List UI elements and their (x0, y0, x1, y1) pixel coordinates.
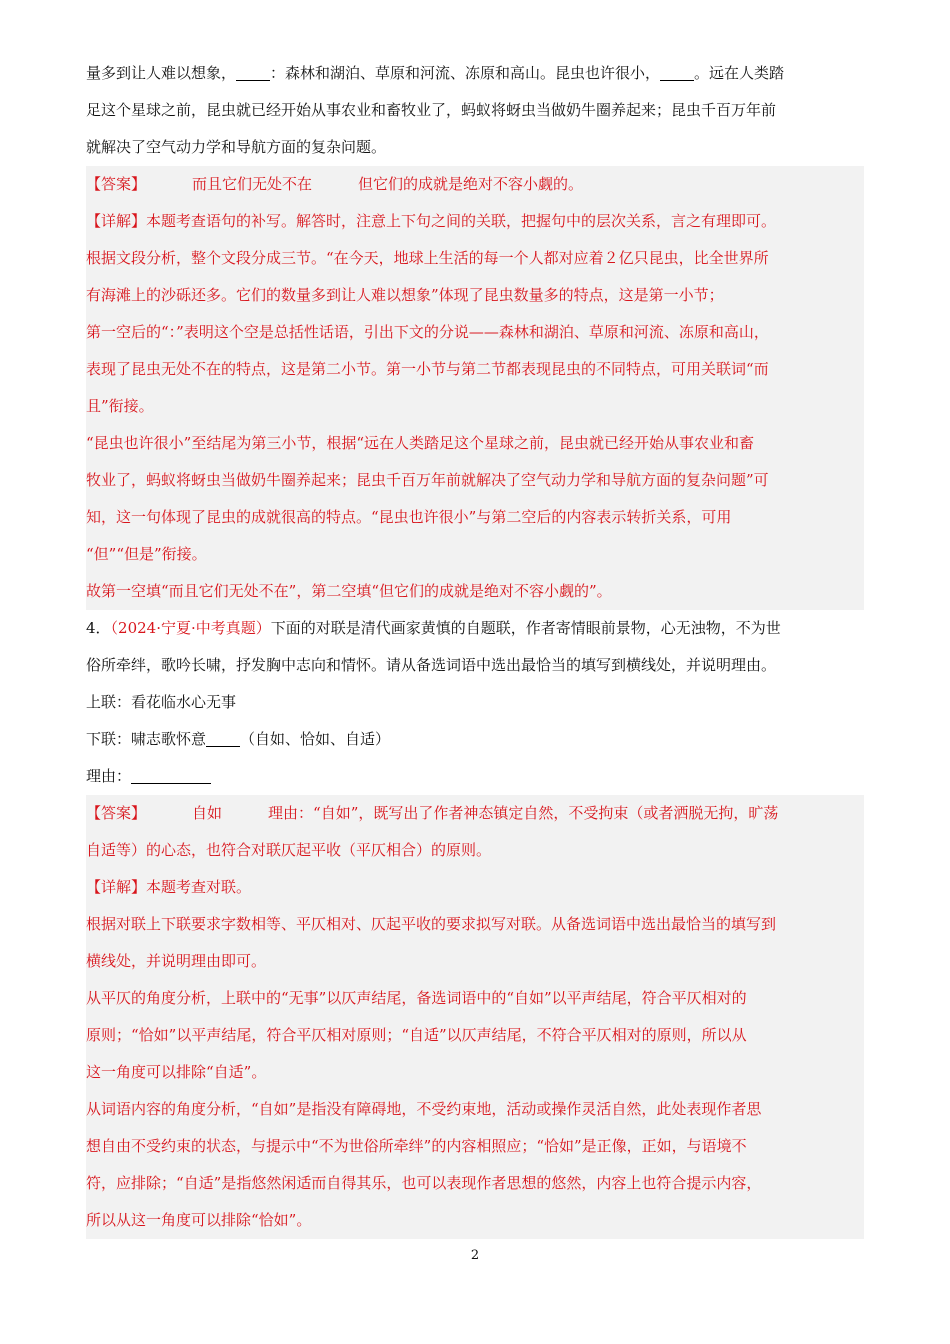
answer-text-1: 自如 (192, 804, 223, 822)
detail-line: 故第一空填“而且它们无处不在”，第二空填“但它们的成就是绝对不容小觑的”。 (86, 582, 612, 600)
detail-line: 牧业了，蚂蚁将蚜虫当做奶牛圈养起来；昆虫千百万年前就解决了空气动力学和导航方面的复杂问题”可 (86, 471, 769, 489)
question-4-line: 4．（2024·宁夏·中考真题）下面的对联是清代画家黄慎的自题联，作者寄情眼前景物，心无浊物，不为世 (86, 619, 781, 637)
detail-line: 从词语内容的角度分析，“自如”是指没有障碍地，不受约束地，活动或操作灵活自然，此处表现作者思 (86, 1100, 762, 1118)
fill-blank-couplet (206, 729, 240, 747)
answer-block-4 (86, 795, 864, 1239)
detail-line: 符，应排除；“自适”是指悠然闲适而自得其乐，也可以表现作者思想的悠然，内容上也符合提示内容， (86, 1174, 762, 1192)
detail-line: 根据对联上下联要求字数相等、平仄相对、仄起平收的要求拟写对联。从备选词语中选出最恰当的填写到 (86, 915, 777, 933)
detail-line: “但”“但是”衔接。 (86, 545, 207, 563)
passage-text: ：森林和湖泊、草原和河流、冻原和高山。昆虫也许很小， (270, 64, 661, 82)
couplet-lower: 下联：啸志歌怀意 （自如、恰如、自适） (86, 730, 391, 748)
detail-line: 有海滩上的沙砾还多。它们的数量多到让人难以想象”体现了昆虫数量多的特点，这是第一小节； (86, 286, 724, 304)
passage-line: 足这个星球之前，昆虫就已经开始从事农业和畜牧业了，蚂蚁将蚜虫当做奶牛圈养起来；昆虫千百万年前 (86, 101, 777, 119)
answer-text-2: 理由：“自如”，既写出了作者神态镇定自然，不受拘束（或者洒脱无拘，旷荡 (268, 804, 779, 822)
detail-line: 从平仄的角度分析，上联中的“无事”以仄声结尾，备选词语中的“自如”以平声结尾，符合平仄相对的 (86, 989, 747, 1007)
answer-line: 自适等）的心态，也符合对联仄起平收（平仄相合）的原则。 (86, 841, 492, 859)
answer-line (86, 166, 864, 203)
question-source: （2024·宁夏·中考真题） (110, 619, 271, 637)
detail-line: 知，这一句体现了昆虫的成就很高的特点。“昆虫也许很小”与第二空后的内容表示转折关系，可用 (86, 508, 732, 526)
detail-label: 【详解】 (86, 212, 147, 230)
fill-blank-2 (660, 63, 694, 81)
detail-line: 这一角度可以排除“自适”。 (86, 1063, 267, 1081)
detail-line: 横线处，并说明理由即可。 (86, 952, 267, 970)
detail-line: 【详解】本题考查语句的补写。解答时，注意上下句之间的关联，把握句中的层次关系，言之有理即可。 (86, 212, 777, 230)
detail-line: “昆虫也许很小”至结尾为第三小节，根据“远在人类踏足这个星球之前，昆虫就已经开始从事农业和畜 (86, 434, 755, 452)
passage-text: 。远在人类踏 (694, 64, 785, 82)
answer-text-2: 但它们的成就是绝对不容小觑的。 (358, 175, 584, 193)
couplet-upper: 上联：看花临水心无事 (86, 693, 237, 711)
detail-label: 【详解】 (86, 878, 147, 896)
question-line: 俗所牵绊，歌吟长啸，抒发胸中志向和情怀。请从备选词语中选出最恰当的填写到横线处，并说明理由。 (86, 656, 777, 674)
passage-line (86, 55, 864, 92)
question-number: 4． (86, 619, 111, 637)
detail-line: 【详解】本题考查对联。 (86, 878, 252, 896)
fill-blank-reason (131, 766, 211, 784)
page-number: 2 (470, 1248, 480, 1263)
answer-label: 【答案】 (86, 175, 147, 193)
detail-line: 第一空后的“：”表明这个空是总括性话语，引出下文的分说——森林和湖泊、草原和河流、冻原和高山， (86, 323, 769, 341)
detail-line: 表现了昆虫无处不在的特点，这是第二小节。第一小节与第二节都表现昆虫的不同特点，可用关联词“而 (86, 360, 769, 378)
fill-blank-1 (236, 63, 270, 81)
detail-line: 原则；“恰如”以平声结尾，符合平仄相对原则；“自适”以仄声结尾，不符合平仄相对的原则，所以从 (86, 1026, 747, 1044)
detail-line: 根据文段分析，整个文段分成三节。“在今天，地球上生活的每一个人都对应着２亿只昆虫，比全世界所 (86, 249, 769, 267)
detail-line: 且”衔接。 (86, 397, 154, 415)
detail-line: 所以从这一角度可以排除“恰如”。 (86, 1211, 312, 1229)
answer-block-3 (86, 166, 864, 610)
detail-line: 想自由不受约束的状态，与提示中“不为世俗所牵绊”的内容相照应；“恰如”是正像，正如，与语境不 (86, 1137, 747, 1155)
answer-label: 【答案】 (86, 804, 147, 822)
answer-text-1: 而且它们无处不在 (192, 175, 313, 193)
reason-line: 理由： (86, 758, 864, 795)
passage-line: 就解决了空气动力学和导航方面的复杂问题。 (86, 138, 387, 156)
document-page (86, 55, 864, 1239)
passage-text: 量多到让人难以想象， (86, 64, 237, 82)
answer-line (86, 795, 864, 832)
